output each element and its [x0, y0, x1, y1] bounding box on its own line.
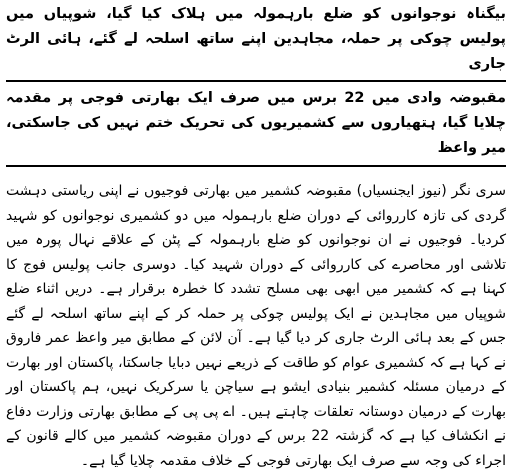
divider-bottom	[6, 165, 506, 167]
headline: بیگناہ نوجوانوں کو ضلع بارہمولہ میں ہلاک کیا گیا، شوپیاں میں پولیس چوکی پر حملہ، مجاہدین اپنے ساتھ اسلحہ لے گئے، ہائی الرٹ جاری	[6, 6, 506, 72]
subheadline: مقبوضہ وادی میں 22 برس میں صرف ایک بھارتی فوجی پر مقدمہ چلایا گیا، ہتھیاروں سے کشمیریوں کی تحریک ختم نہیں کی جاسکتی، میر واعظ	[6, 90, 507, 156]
article-body: سری نگر (نیوز ایجنسیاں) مقبوضہ کشمیر میں بھارتی فوجیوں نے اپنی ریاستی دہشت گردی کی تازہ کارروائی کے دوران ضلع بارہمولہ میں دو کشمیری نوجوانوں کو شہید کردیا۔ فوجیوں نے ان نوجوانوں کو ضلع بارہمولہ کے پٹن کے علاقے نہال پورہ میں تلاشی اور محاصرے کی کارروائی کے دوران شہید کیا۔ دوسری جانب پولیس فوج کا کہنا ہے کہ کشمیر میں ابھی بھی مسلح تشدد کا خطرہ برقرار ہے۔ دریں اثناء ضلع شوپیاں میں مجاہدین نے ایک پولیس چوکی پر حملہ کر کے اپنے ساتھ اسلحہ لے گئے جس کے بعد ہائی الرٹ جاری کر دیا گیا ہے۔ آن لائن کے مطابق میر واعظ عمر فاروق نے کہا ہے کہ کشمیری عوام کو طاقت کے ذریعے نہیں دبایا جاسکتا، پاکستان اور بھارت کے درمیان مسئلہ کشمیر بنیادی ایشو ہے سیاچن یا سرکریک نہیں، ہم پاکستان اور بھارت کے درمیان دوستانہ تعلقات چاہتے ہیں۔ اے پی پی کے مطابق بھارتی وزارت دفاع نے انکشاف کیا ہے کہ گزشتہ 22 برس کے دوران مقبوضہ کشمیر میں کالے قانون کے اجراء کی وجہ سے صرف ایک بھارتی فوجی کے خلاف مقدمہ چلایا گیا ہے۔	[6, 183, 506, 469]
divider	[6, 80, 506, 82]
